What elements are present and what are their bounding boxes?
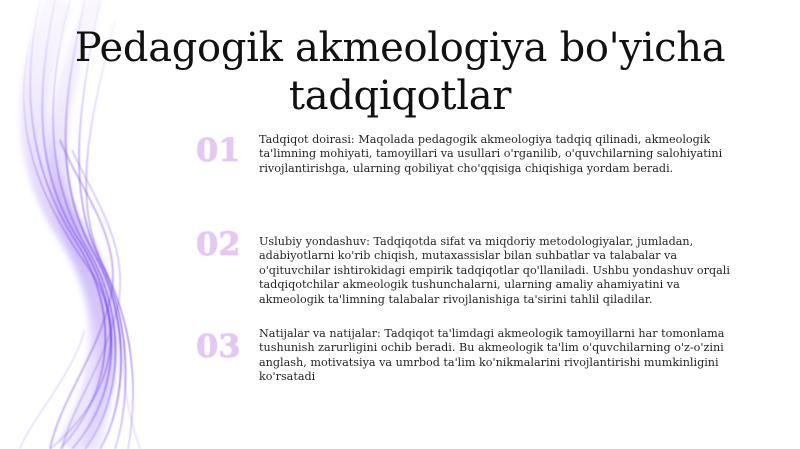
slide-title: Pedagogik akmeologiya bo'yicha tadqiqotlar: [74, 25, 726, 119]
item-text: Natijalar va natijalar: Tadqiqot ta'limdagi akmeologik tamoyillarni har tomonlama tushunish zarurligini ochib beradi. Bu akmeologik ta'lim o'quvchilarning o'z-o'zini anglash, motivatsiya va umrbod ta'lim ko'nikmalarini rivojlantirishi mumkinligini ko'rsatadi: [259, 327, 725, 384]
item-number: 01: [196, 131, 241, 169]
item-number: 03: [196, 327, 241, 365]
item-text: Tadqiqot doirasi: Maqolada pedagogik akmeologiya tadqiq qilinadi, akmeologik ta'limning mohiyati, tamoyillari va usullari o'rganilib, o'quvchilarning salohiyatini rivojlantirishga, ularning qobiliyat cho'qqisiga chiqishiga yordam beradi.: [259, 133, 723, 175]
item-text: Uslubiy yondashuv: Tadqiqotda sifat va miqdoriy metodologiyalar, jumladan, adabiyotlarni ko'rib chiqish, mutaxassislar bilan suhbatlar va talabalar va o'qituvchilar ishtirokidagi empirik tadqiqotlar qo'llaniladi. Ushbu yondashuv orqali tadqiqotchilar akmeologik tushunchalarni, ularning amaliy ahamiyatini va akmeologik ta'limning talabalar rivojlanishiga ta'sirini tahlil qiladilar.: [259, 235, 730, 306]
item-number: 02: [196, 225, 241, 263]
